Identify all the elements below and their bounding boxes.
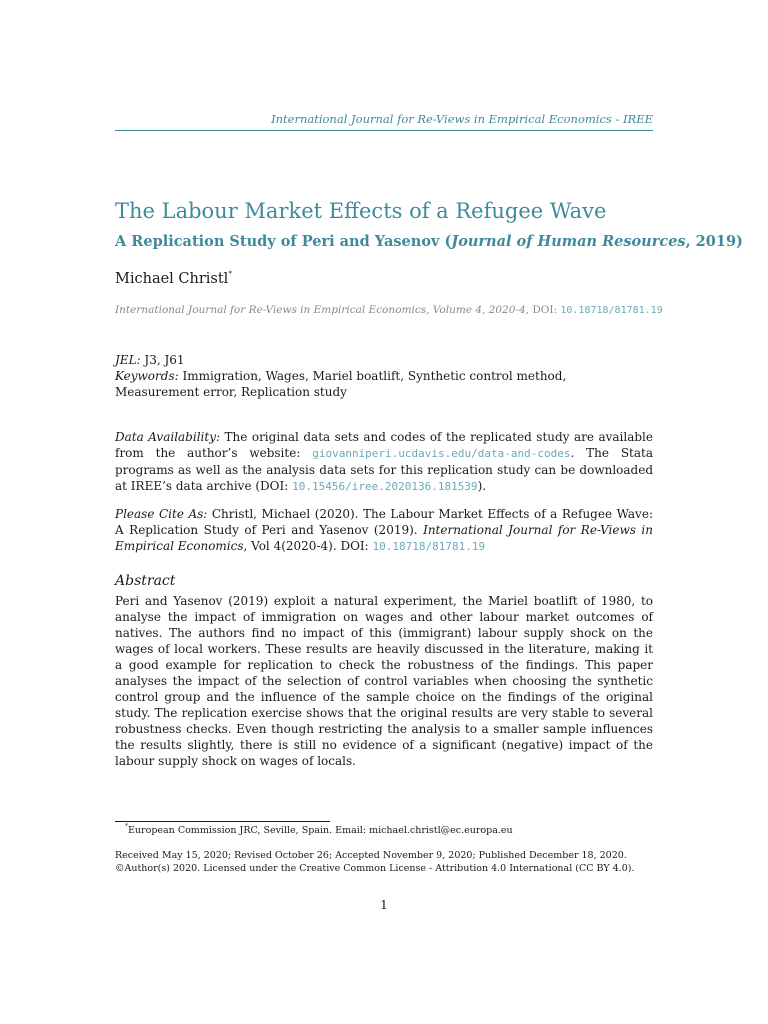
keywords-label: Keywords: bbox=[115, 369, 179, 383]
keywords-value: Immigration, Wages, Mariel boatlift, Synthetic control method, Measurement error, Replication study bbox=[115, 369, 567, 399]
footnote-text: European Commission JRC, Seville, Spain. Email: michael.christl@ec.europa.eu bbox=[128, 825, 513, 836]
jel-value: J3, J61 bbox=[140, 353, 185, 367]
availability-label: Data Availability: bbox=[115, 430, 221, 444]
subtitle-journal: Journal of Human Resources bbox=[451, 233, 686, 250]
citation-journal: International Journal for Re-Views in Empirical Economics bbox=[115, 523, 653, 553]
data-archive-doi-link[interactable]: 10.15456/iree.2020136.181539 bbox=[292, 480, 478, 493]
journal-reference-text: International Journal for Re-Views in Empirical Economics, Volume 4, 2020-4, bbox=[115, 304, 529, 316]
footnote-mark: * bbox=[125, 823, 128, 830]
citation-text-1: Christl, Michael (2020). The Labour Market Effects of a Refugee Wave: A Replication Study of Peri and Yasenov (2019). bbox=[115, 507, 653, 537]
author-footnote-mark: * bbox=[228, 270, 232, 278]
license-line: ©Author(s) 2020. Licensed under the Creative Common License - Attribution 4.0 International (CC BY 4.0). bbox=[115, 862, 635, 874]
jel-label: JEL: bbox=[115, 353, 141, 367]
dates-line: Received May 15, 2020; Revised October 26; Accepted November 9, 2020; Published December 18, 2020. bbox=[115, 850, 627, 861]
paper-title: The Labour Market Effects of a Refugee Wave bbox=[115, 199, 607, 223]
subtitle-suffix: , 2019) bbox=[685, 233, 743, 250]
availability-text-2: . The Stata programs as well as the analysis data sets for this replication study can be downloaded at IREE’s data archive (DOI: bbox=[115, 446, 653, 493]
availability-text-3: ). bbox=[477, 479, 487, 493]
abstract-heading: Abstract bbox=[115, 573, 176, 589]
jel-line bbox=[115, 352, 653, 368]
citation-doi-link[interactable]: 10.18718/81781.19 bbox=[372, 540, 486, 553]
abstract-text: Peri and Yasenov (2019) exploit a natural experiment, the Mariel boatlift of 1980, to analyse the impact of immigration on wages and other labour market outcomes of natives. The authors find no impact of this (immigrant) labour supply shock on the wages of local workers. These results are heavily discussed in the literature, making it a good example for replication to check the robustness of the findings. This paper analyses the impact of the selection of control variables when choosing the synthetic control group and the influence of the sample choice on the findings of the original study. The replication exercise shows that the original results are very stable to several robustness checks. Even though restricting the analysis to a smaller sample influences the results slightly, there is still no evidence of a significant (negative) impact of the labour supply shock on wages of locals. bbox=[115, 594, 653, 768]
author-footnote bbox=[125, 823, 513, 836]
author-name bbox=[115, 270, 232, 287]
footnote-rule bbox=[115, 821, 330, 822]
paper-subtitle bbox=[115, 233, 743, 250]
running-head: International Journal for Re-Views in Empirical Economics - IREE bbox=[271, 112, 653, 126]
journal-doi-label: DOI: bbox=[528, 304, 561, 316]
citation-block bbox=[115, 506, 653, 555]
citation-label: Please Cite As: bbox=[115, 507, 208, 521]
author-website-link[interactable]: giovanniperi.ucdavis.edu/data-and-codes bbox=[312, 447, 571, 460]
header-rule bbox=[115, 130, 653, 131]
page-number: 1 bbox=[380, 898, 388, 912]
journal-doi-link[interactable]: 10.18718/81781.19 bbox=[560, 305, 663, 316]
keywords-line bbox=[115, 368, 653, 400]
data-availability bbox=[115, 429, 653, 495]
subtitle-prefix: A Replication Study of Peri and Yasenov ( bbox=[115, 233, 452, 250]
jel-keywords-block bbox=[115, 352, 653, 400]
journal-reference bbox=[115, 304, 663, 316]
citation-text-2: , Vol 4(2020-4). DOI: bbox=[243, 539, 373, 553]
availability-text-1: The original data sets and codes of the replicated study are available from the author’s website: bbox=[115, 430, 653, 460]
publication-dates bbox=[115, 850, 634, 875]
author-text: Michael Christl bbox=[115, 271, 229, 287]
